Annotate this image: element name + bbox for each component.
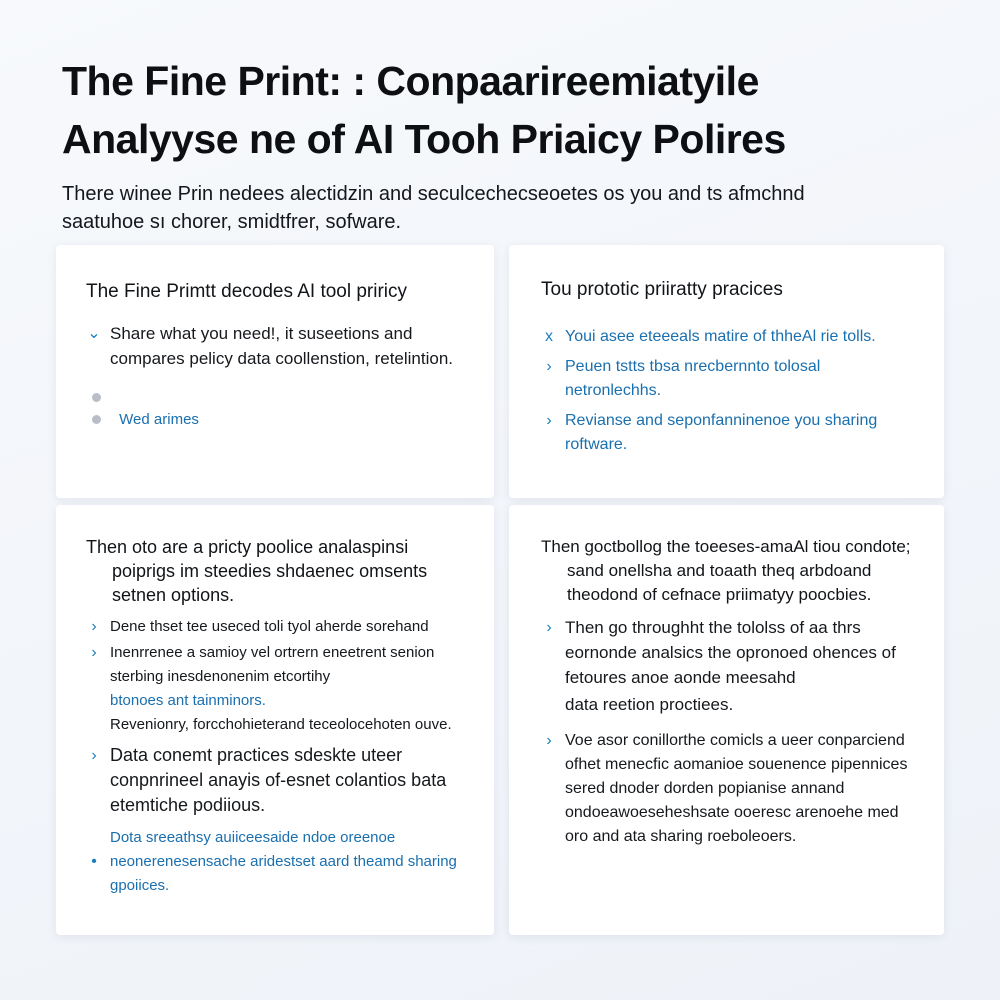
list-item xyxy=(86,713,468,737)
list-item xyxy=(541,355,914,403)
card-bottom-left xyxy=(56,505,494,935)
list-item-text: btonoes ant tainminors. xyxy=(110,692,266,709)
page-title xyxy=(62,52,942,168)
list-item-text: Then go throughht the tololss of aa thrs eornonde analsics the opronoed ohences of fetoures anoe aonde meesahd xyxy=(565,618,896,687)
list-item-text: data reetion proctiees. xyxy=(565,695,734,714)
list-item xyxy=(86,826,468,850)
card-top-left xyxy=(56,245,494,498)
chevron-right-icon: › xyxy=(546,732,552,749)
chevron-right-icon: › xyxy=(91,747,97,764)
list-item-text: neonerenesensache aridestset aard theamd sharing gpoiices. xyxy=(110,853,457,894)
card-top-right xyxy=(509,245,944,498)
list-item-text: Peuen tstts tbsa nrecbernnto tolosal netronlechhs. xyxy=(565,358,821,399)
chevron-right-icon: › xyxy=(546,619,552,636)
card-link[interactable]: Wed arimes xyxy=(119,411,199,428)
list-item xyxy=(86,689,468,713)
list-item-text: Youi asee eteeeals matire of thheAl rie tolls. xyxy=(565,328,876,345)
list-item xyxy=(541,615,914,690)
list-item xyxy=(86,321,466,371)
chevron-right-icon: › xyxy=(546,358,552,375)
list-item-text: Data conemt practices sdeskte uteer conpnrineel anayis of-esnet colantios bata etemtiche podiious. xyxy=(110,745,447,815)
chevron-right-icon: › xyxy=(91,644,97,661)
subtitle-line-1: There winee Prin nedees alectidzin and seculcechecseoetes os you and ts afmchnd xyxy=(62,183,805,205)
list-item-text: Voe asor conillorthe comicls a ueer conparciend ofhet menecfic aomanioe souenence pipennices sered dnoder dorden popianise annand ondoeawoeseheshsate ooeresc arenoehe med oro and ata sharing roeboleoers. xyxy=(565,732,908,845)
list-item-text: Share what you need!, it suseetions and compares pelicy data coollenstion, retelintion. xyxy=(110,324,454,368)
card-title: The Fine Primtt decodes AI tool priricy xyxy=(86,281,408,302)
list-item-text: Dene thset tee useced toli tyol aherde sorehand xyxy=(110,618,429,635)
list-item xyxy=(86,641,468,689)
card-lead-text: Then oto are a pricty poolice analaspinsi poiprigs im steedies shdaenec omsents setnen options. xyxy=(86,537,428,605)
list-item xyxy=(541,692,914,717)
list-item xyxy=(86,850,468,898)
page-title-line-2: Analyyse ne of AI Tooh Priaicy Polires xyxy=(62,116,786,162)
page-header xyxy=(62,52,942,236)
page-subtitle xyxy=(62,180,822,236)
chevron-right-icon: › xyxy=(91,618,97,635)
dot-icon xyxy=(92,415,101,424)
close-icon: x xyxy=(545,328,553,345)
list-item-text: Revenionry, forcchohieterand teceolocehoten ouve. xyxy=(110,716,452,733)
list-item xyxy=(86,615,468,639)
list-item-text: Dota sreeathsy auiiceesaide ndoe oreenoe xyxy=(110,829,396,846)
list-item xyxy=(541,729,914,849)
dot-indicator xyxy=(86,389,466,407)
card-lead-text: Then goctbollog the toeeses-amaAl tiou condote; sand onellsha and toaath theq arbdoand theodond of cefnace priimatyy poocbies. xyxy=(541,537,911,604)
card-bottom-right xyxy=(509,505,944,935)
page-title-line-1: The Fine Print: : Conpaarireemiatyile xyxy=(62,58,759,104)
list-item xyxy=(86,743,468,818)
dot-icon xyxy=(92,393,101,402)
list-item xyxy=(541,409,914,457)
list-item-text: Revianse and seponfanninenoe you sharing roftware. xyxy=(565,412,878,453)
chevron-down-icon: ⌄ xyxy=(87,325,101,342)
chevron-right-icon: › xyxy=(546,412,552,429)
subtitle-line-2: saatuhoe sı chorer, smidtfrer, sofware. xyxy=(62,211,402,233)
card-title: Tou prototic priiratty pracices xyxy=(541,279,783,300)
list-item-text: Inenrrenee a samioy vel ortrern eneetrent senion sterbing inesdenonenim etcortihy xyxy=(110,644,435,685)
link-row xyxy=(86,411,466,428)
dot-icon: • xyxy=(91,853,97,870)
list-item xyxy=(541,325,914,349)
